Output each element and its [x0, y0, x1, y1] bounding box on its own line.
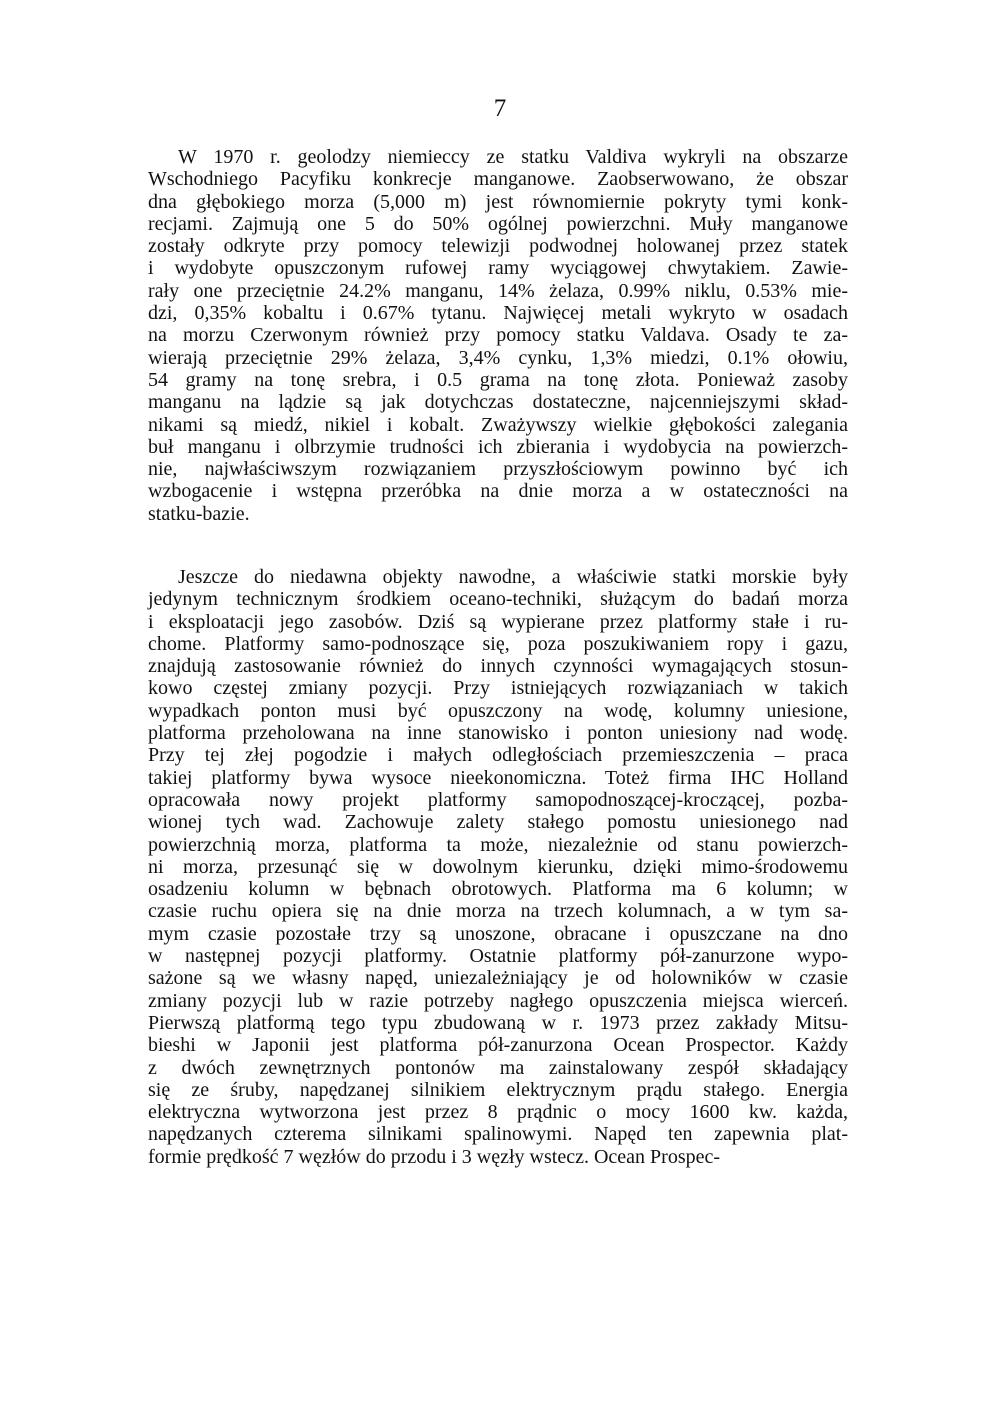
text-line: czasie ruchu opiera się na dnie morza na trzech kolumnach, a w tym sa- — [148, 900, 848, 923]
text-line: wypadkach ponton musi być opuszczony na wodę, kolumny uniesione, — [148, 699, 848, 722]
text-line: napędzanych czterema silnikami spalinowymi. Napęd ten zapewnia plat- — [148, 1123, 848, 1146]
text-line: recjami. Zajmują one 5 do 50% ogólnej powierzchni. Muły manganowe — [148, 212, 848, 235]
text-line: mym czasie pozostałe trzy są unoszone, obracane i opuszczane na dno — [148, 922, 848, 945]
text-line: platforma przeholowana na inne stanowisko i ponton uniesiony nad wodę. — [148, 722, 848, 745]
text-line: opracowała nowy projekt platformy samopodnoszącej-kroczącej, pozba- — [148, 788, 848, 811]
text-line: się ze śruby, napędzanej silnikiem elektrycznym prądu stałego. Energia — [148, 1078, 848, 1101]
text-line: Wschodniego Pacyfiku konkrecje manganowe. Zaobserwowano, że obszar — [148, 168, 848, 191]
text-line: Przy tej złej pogodzie i małych odległościach przemieszczenia – praca — [148, 744, 848, 767]
text-line: elektryczna wytworzona jest przez 8 prądnic o mocy 1600 kw. każda, — [148, 1101, 848, 1124]
text-line: w następnej pozycji platformy. Ostatnie platformy pół-zanurzone wypo- — [148, 945, 848, 968]
text-line: wionej tych wad. Zachowuje zalety stałego pomostu uniesionego nad — [148, 811, 848, 834]
text-line: kowo częstej zmiany pozycji. Przy istniejących rozwiązaniach w takich — [148, 677, 848, 700]
text-line: dzi, 0,35% kobaltu i 0.67% tytanu. Najwięcej metali wykryto w osadach — [148, 302, 848, 325]
text-line: chome. Platformy samo-podnoszące się, poza poszukiwaniem ropy i gazu, — [148, 632, 848, 655]
text-line: i wydobyte opuszczonym rufowej ramy wyciągowej chwytakiem. Zawie- — [148, 257, 848, 280]
text-line: nie, najwłaściwszym rozwiązaniem przyszłościowym powinno być ich — [148, 458, 848, 481]
text-line: W 1970 r. geolodzy niemieccy ze statku Valdiva wykryli na obszarze — [178, 146, 848, 168]
text-line: dna głębokiego morza (5,000 m) jest równomiernie pokryty tymi konk- — [148, 190, 848, 213]
text-line: rały one przeciętnie 24.2% manganu, 14% żelaza, 0.99% niklu, 0.53% mie- — [148, 279, 848, 302]
text-line: nikami są miedź, nikiel i kobalt. Zważywszy wielkie głębokości zalegania — [148, 413, 848, 436]
text-line: jedynym technicznym środkiem oceano-techniki, służącym do badań morza — [148, 588, 848, 611]
text-line: bieshi w Japonii jest platforma pół-zanurzona Ocean Prospector. Każdy — [148, 1034, 848, 1057]
text-line: znajdują zastosowanie również do innych czynności wymagających stosun- — [148, 655, 848, 678]
text-line: takiej platformy bywa wysoce nieekonomiczna. Toteż firma IHC Holland — [148, 766, 848, 789]
text-line: z dwóch zewnętrznych pontonów ma zainstalowany zespół składający — [148, 1056, 848, 1079]
text-line: zostały odkryte przy pomocy telewizji podwodnej holowanej przez statek — [148, 235, 848, 258]
text-line: powierzchnią morza, platforma ta może, niezależnie od stanu powierzch- — [148, 833, 848, 856]
text-line: Jeszcze do niedawna objekty nawodne, a właściwie statki morskie były — [178, 566, 848, 588]
text-line: 54 gramy na tonę srebra, i 0.5 grama na tonę złota. Ponieważ zasoby — [148, 368, 848, 391]
page-number: 7 — [493, 95, 507, 122]
text-line: i eksploatacji jego zasobów. Dziś są wypierane przez platformy stałe i ru- — [148, 610, 848, 633]
text-line: manganu na lądzie są jak dotychczas dostateczne, najcenniejszymi skład- — [148, 391, 848, 414]
text-line: wierają przeciętnie 29% żelaza, 3,4% cynku, 1,3% miedzi, 0.1% ołowiu, — [148, 346, 848, 369]
text-line: formie prędkość 7 węzłów do przodu i 3 węzły wstecz. Ocean Prospec- — [148, 1145, 721, 1168]
text-line: buł manganu i olbrzymie trudności ich zbierania i wydobycia na powierzch- — [148, 435, 848, 458]
text-line: zmiany pozycji lub w razie potrzeby nagłego opuszczenia miejsca wierceń. — [148, 989, 848, 1012]
text-line: ni morza, przesunąć się w dowolnym kierunku, dzięki mimo-środowemu — [148, 855, 848, 878]
text-line: Pierwszą platformą tego typu zbudowaną w r. 1973 przez zakłady Mitsu- — [148, 1011, 848, 1034]
text-line: statku-bazie. — [148, 502, 250, 525]
paragraph-valdiva-manganese — [148, 146, 848, 525]
text-line: sażone są we własny napęd, uniezależniający je od holowników w czasie — [148, 967, 848, 990]
text-line: na morzu Czerwonym również przy pomocy statku Valdava. Osady te za- — [148, 324, 848, 347]
paragraph-platforms — [148, 566, 848, 1168]
text-line: wzbogacenie i wstępna przeróbka na dnie morza a w ostateczności na — [148, 480, 848, 503]
text-line: osadzeniu kolumn w bębnach obrotowych. Platforma ma 6 kolumn; w — [148, 878, 848, 901]
